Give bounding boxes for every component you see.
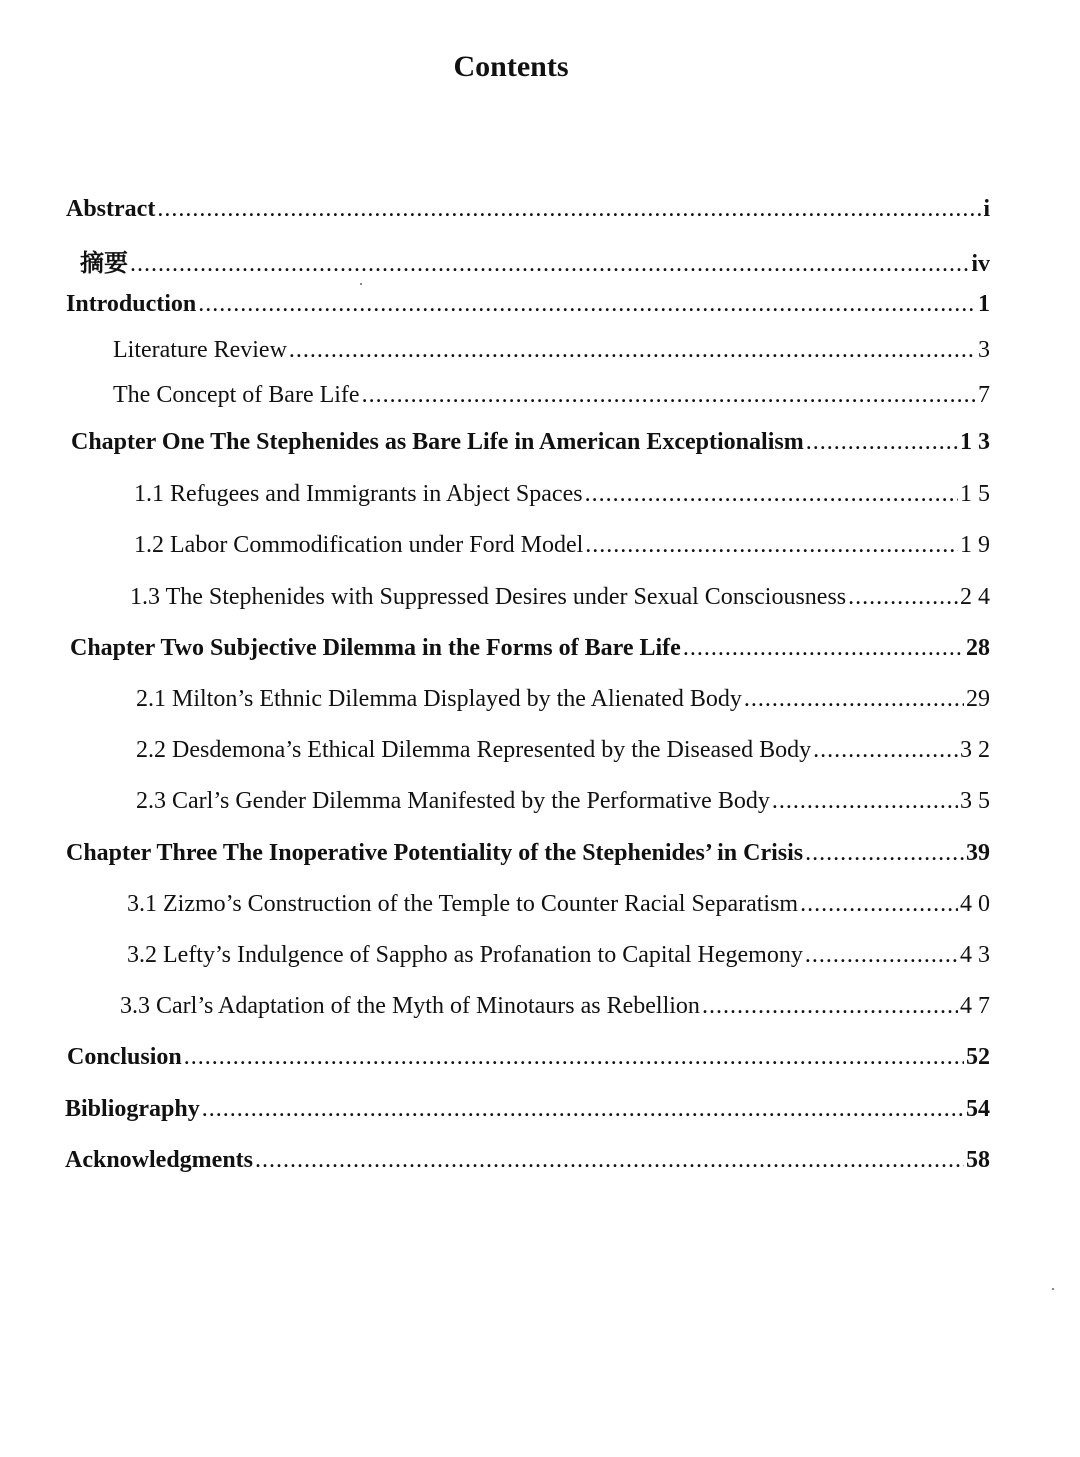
toc-page-number: 2 4	[960, 584, 990, 610]
toc-entry-title: Introduction	[66, 291, 197, 317]
toc-dot-leader	[362, 382, 976, 409]
toc-entry-title: 1.2 Labor Commodification under Ford Model	[134, 532, 584, 558]
toc-dot-leader	[805, 942, 958, 969]
toc-entry-title: 3.1 Zizmo’s Construction of the Temple to Counter Racial Separatism	[127, 891, 799, 917]
toc-dot-leader	[744, 686, 964, 713]
toc-entry-3-1[interactable]	[127, 891, 990, 925]
toc-page-number: 54	[966, 1096, 990, 1122]
toc-dot-leader	[255, 1147, 964, 1174]
toc-page-number: 7	[978, 382, 990, 408]
toc-page-number: 29	[966, 686, 990, 712]
toc-entry-title: 2.2 Desdemona’s Ethical Dilemma Represented by the Diseased Body	[136, 737, 812, 763]
toc-entry-literature-review[interactable]	[113, 337, 990, 371]
toc-page-number: 39	[966, 840, 990, 866]
toc-entry-2-2[interactable]	[136, 737, 990, 771]
scan-speck	[1052, 1288, 1054, 1290]
toc-entry-title: Chapter Three The Inoperative Potentiality of the Stephenides’ in Crisis	[66, 840, 804, 866]
toc-page-number: 1	[978, 291, 990, 317]
toc-dot-leader	[157, 196, 981, 223]
toc-entry-chapter-three[interactable]	[66, 840, 990, 874]
toc-entry-abstract[interactable]	[66, 196, 990, 230]
toc-entry-2-3[interactable]	[136, 788, 990, 822]
toc-entry-title: 摘要	[80, 251, 128, 277]
toc-entry-title: Chapter Two Subjective Dilemma in the Forms of Bare Life	[70, 635, 681, 661]
toc-page-number: 3 2	[960, 737, 990, 763]
toc-entry-acknowledgments[interactable]	[65, 1147, 990, 1181]
toc-entry-title: 2.3 Carl’s Gender Dilemma Manifested by the Performative Body	[136, 788, 770, 814]
toc-dot-leader	[772, 788, 958, 815]
toc-entry-chapter-one[interactable]	[71, 429, 990, 463]
toc-entry-2-1[interactable]	[136, 686, 990, 720]
toc-page-number: 28	[966, 635, 990, 661]
toc-dot-leader	[702, 993, 958, 1020]
toc-entry-3-2[interactable]	[127, 942, 990, 976]
toc-dot-leader	[585, 481, 958, 508]
toc-dot-leader	[813, 737, 958, 764]
toc-entry-conclusion[interactable]	[67, 1044, 990, 1078]
toc-page-number: 1 9	[960, 532, 990, 558]
toc-dot-leader	[800, 891, 958, 918]
toc-dot-leader	[585, 532, 958, 559]
toc-entry-chinese-abstract[interactable]	[80, 243, 990, 277]
scan-speck	[360, 283, 362, 285]
toc-entry-bibliography[interactable]	[65, 1096, 990, 1130]
toc-dot-leader	[202, 1096, 964, 1123]
toc-entry-1-2[interactable]	[134, 532, 990, 566]
toc-entry-title: 3.3 Carl’s Adaptation of the Myth of Minotaurs as Rebellion	[120, 993, 700, 1019]
toc-page-number: i	[983, 196, 990, 222]
toc-entry-title: Chapter One The Stephenides as Bare Life in American Exceptionalism	[71, 429, 804, 455]
toc-page-number: 52	[966, 1044, 990, 1070]
toc-dot-leader	[683, 635, 964, 662]
toc-entry-title: 1.3 The Stephenides with Suppressed Desires under Sexual Consciousness	[130, 584, 847, 610]
toc-dot-leader	[289, 337, 976, 364]
toc-entry-title: Abstract	[66, 196, 156, 222]
toc-entry-title: The Concept of Bare Life	[113, 382, 360, 408]
toc-entry-1-1[interactable]	[134, 481, 990, 515]
toc-page-number: 1 5	[960, 481, 990, 507]
toc-page-number: 4 0	[960, 891, 990, 917]
toc-dot-leader	[130, 251, 969, 278]
toc-entry-title: Acknowledgments	[65, 1147, 254, 1173]
toc-page-number: 3 5	[960, 788, 990, 814]
toc-entry-1-3[interactable]	[130, 584, 990, 618]
toc-page-number: 4 7	[960, 993, 990, 1019]
toc-entry-chapter-two[interactable]	[70, 635, 990, 669]
toc-page-number: 58	[966, 1147, 990, 1173]
toc-dot-leader	[198, 291, 976, 318]
toc-page-number: 3	[978, 337, 990, 363]
toc-page-number: iv	[971, 251, 990, 277]
toc-entry-concept-bare-life[interactable]	[113, 382, 990, 416]
toc-entry-title: Conclusion	[67, 1044, 182, 1070]
toc-dot-leader	[806, 429, 958, 456]
toc-entry-introduction[interactable]	[66, 291, 990, 325]
toc-entry-title: Bibliography	[65, 1096, 200, 1122]
toc-entry-title: 2.1 Milton’s Ethnic Dilemma Displayed by the Alienated Body	[136, 686, 742, 712]
page-title: Contents	[453, 50, 569, 83]
toc-entry-title: Literature Review	[113, 337, 287, 363]
toc-entry-title: 3.2 Lefty’s Indulgence of Sappho as Profanation to Capital Hegemony	[127, 942, 803, 968]
toc-entry-title: 1.1 Refugees and Immigrants in Abject Spaces	[134, 481, 583, 507]
toc-dot-leader	[805, 840, 964, 867]
toc-dot-leader	[848, 584, 958, 611]
toc-dot-leader	[184, 1044, 964, 1071]
toc-entry-3-3[interactable]	[120, 993, 990, 1027]
toc-page-number: 4 3	[960, 942, 990, 968]
toc-page-number: 1 3	[960, 429, 990, 455]
